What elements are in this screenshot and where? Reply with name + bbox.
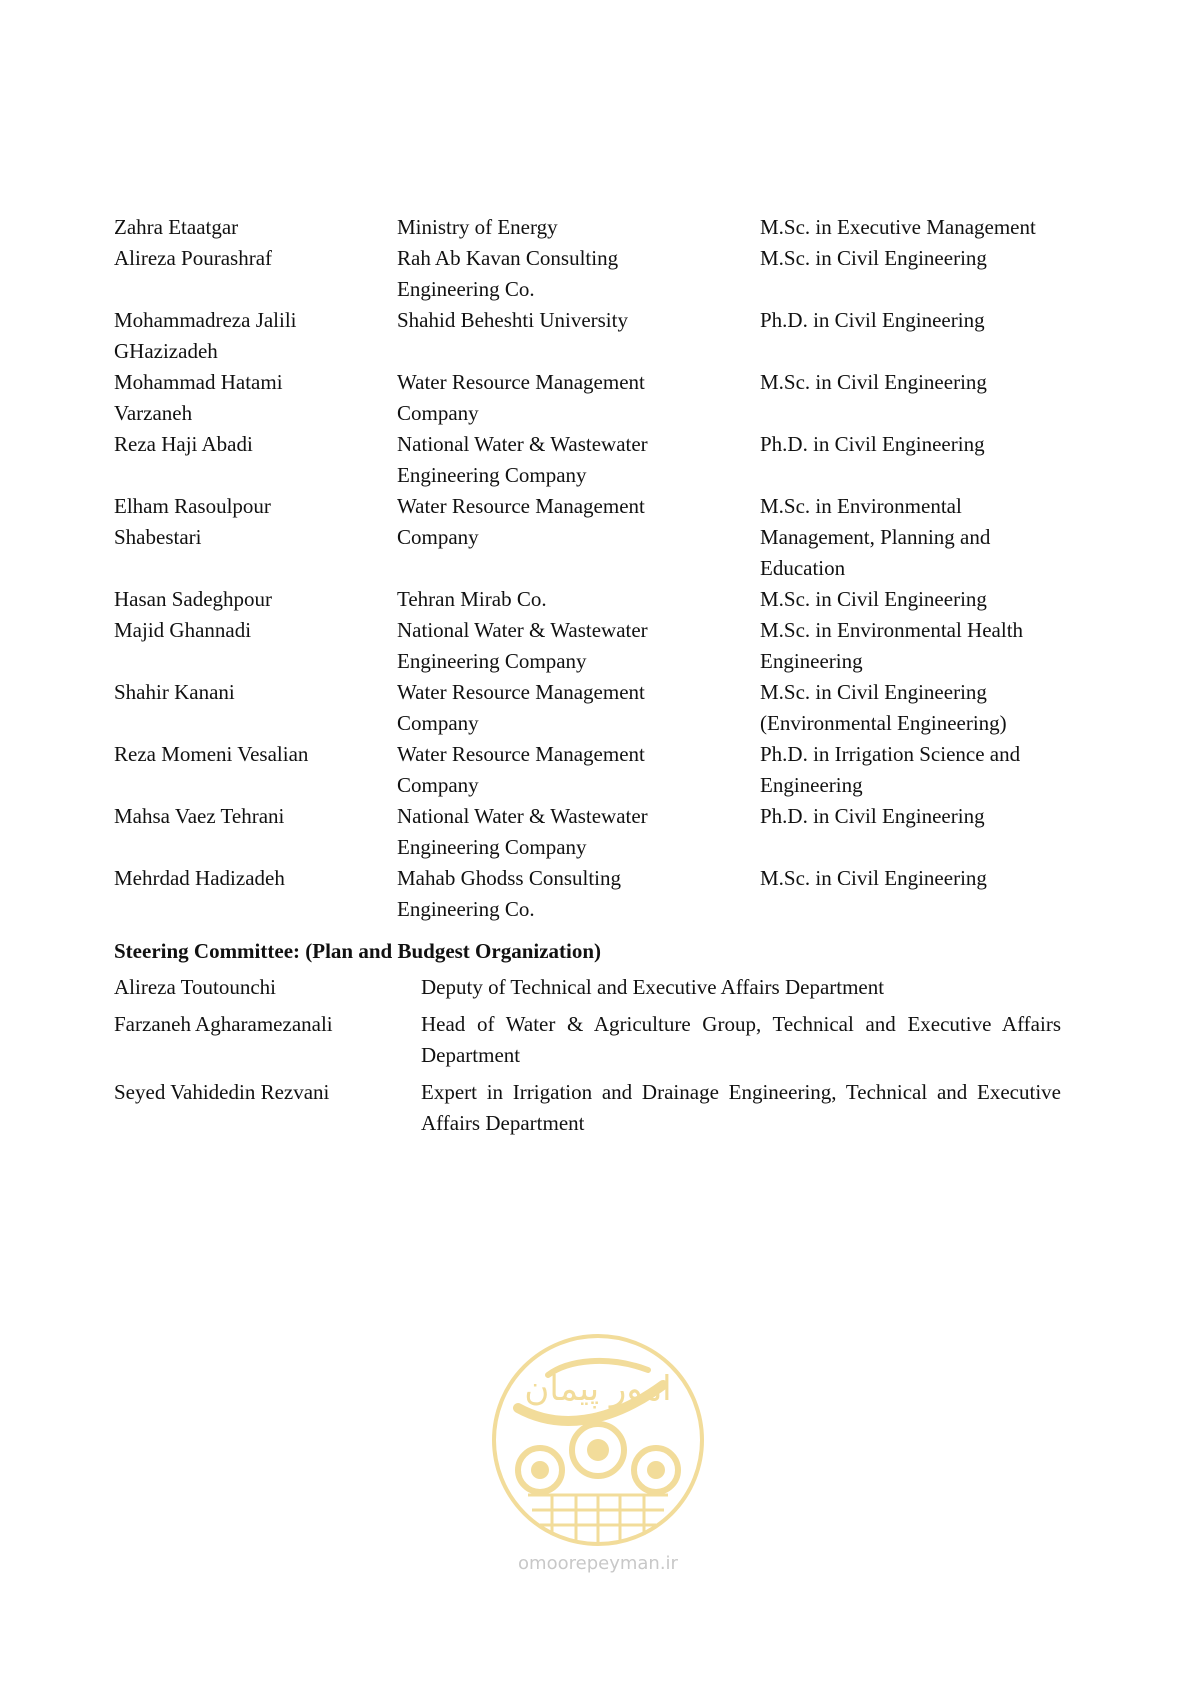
member-name-line: Reza Haji Abadi <box>114 432 253 456</box>
member-name-line: Shahir Kanani <box>114 680 235 704</box>
member-name-line: Mohammad Hatami <box>114 370 283 394</box>
steering-row <box>114 1077 1064 1139</box>
member-organization-line: Water Resource Management <box>397 494 645 518</box>
member-row <box>114 863 1074 925</box>
member-name-line: Mahsa Vaez Tehrani <box>114 804 285 828</box>
member-degree-line: Education <box>760 556 846 580</box>
member-row <box>114 677 1074 739</box>
member-organization-line: National Water & Wastewater <box>397 432 648 456</box>
member-degree-line: M.Sc. in Civil Engineering <box>760 246 987 270</box>
member-row <box>114 615 1074 677</box>
member-degree <box>760 739 1060 801</box>
member-organization <box>397 677 760 739</box>
member-name <box>114 243 397 305</box>
member-name-line: Reza Momeni Vesalian <box>114 742 309 766</box>
watermark-site-text: omoorepeyman.ir <box>518 1553 678 1574</box>
member-name-line: Majid Ghannadi <box>114 618 252 642</box>
member-row <box>114 212 1074 243</box>
member-organization-line: Engineering Company <box>397 649 587 673</box>
member-name-line: Shabestari <box>114 525 202 549</box>
member-degree <box>760 243 1060 305</box>
member-degree <box>760 212 1060 243</box>
member-degree <box>760 863 1060 925</box>
member-organization <box>397 801 760 863</box>
member-degree <box>760 584 1060 615</box>
member-name <box>114 677 397 739</box>
member-name <box>114 367 397 429</box>
member-name <box>114 739 397 801</box>
member-organization-line: Rah Ab Kavan Consulting <box>397 246 619 270</box>
member-organization-line: Mahab Ghodss Consulting <box>397 866 622 890</box>
member-organization-line: National Water & Wastewater <box>397 618 648 642</box>
steering-member-role: Head of Water & Agriculture Group, Technical and Executive Affairs Department <box>421 1012 1061 1067</box>
member-organization <box>397 429 760 491</box>
member-degree-line: M.Sc. in Civil Engineering <box>760 370 987 394</box>
member-organization <box>397 584 760 615</box>
member-degree <box>760 677 1060 739</box>
member-organization-line: National Water & Wastewater <box>397 804 648 828</box>
member-row <box>114 367 1074 429</box>
member-degree-line: M.Sc. in Civil Engineering <box>760 866 987 890</box>
members-table <box>114 212 1074 925</box>
member-degree-line: M.Sc. in Environmental <box>760 494 962 518</box>
member-organization-line: Water Resource Management <box>397 680 645 704</box>
member-organization-line: Engineering Co. <box>397 277 535 301</box>
member-organization <box>397 491 760 584</box>
member-name-line: GHazizadeh <box>114 339 218 363</box>
member-organization-line: Engineering Company <box>397 463 587 487</box>
member-name <box>114 491 397 584</box>
member-degree-line: Engineering <box>760 773 863 797</box>
member-organization-line: Tehran Mirab Co. <box>397 587 547 611</box>
member-organization <box>397 305 760 367</box>
member-name-line: Mehrdad Hadizadeh <box>114 866 285 890</box>
member-name <box>114 801 397 863</box>
member-row <box>114 739 1074 801</box>
member-name-line: Alireza Pourashraf <box>114 246 273 270</box>
member-degree <box>760 429 1060 491</box>
member-organization-line: Shahid Beheshti University <box>397 308 628 332</box>
member-degree-line: M.Sc. in Executive Management <box>760 215 1036 239</box>
member-organization-line: Water Resource Management <box>397 370 645 394</box>
member-degree <box>760 615 1060 677</box>
member-organization <box>397 243 760 305</box>
watermark-logo <box>488 1330 708 1580</box>
member-name-line: Hasan Sadeghpour <box>114 587 273 611</box>
steering-member-name: Alireza Toutounchi <box>114 975 277 999</box>
member-organization <box>397 863 760 925</box>
member-name <box>114 584 397 615</box>
member-row <box>114 305 1074 367</box>
member-organization-line: Company <box>397 711 479 735</box>
member-degree-line: (Environmental Engineering) <box>760 711 1007 735</box>
member-row <box>114 801 1074 863</box>
member-degree-line: M.Sc. in Environmental Health <box>760 618 1024 642</box>
member-name <box>114 863 397 925</box>
member-organization-line: Company <box>397 525 479 549</box>
steering-committee-table <box>114 972 1064 1145</box>
member-name-line: Mohammadreza Jalili <box>114 308 297 332</box>
member-name-line: Elham Rasoulpour <box>114 494 271 518</box>
member-degree-line: Engineering <box>760 649 863 673</box>
member-organization-line: Engineering Co. <box>397 897 535 921</box>
watermark-seal-icon <box>488 1330 708 1550</box>
member-degree-line: Ph.D. in Civil Engineering <box>760 432 985 456</box>
member-degree <box>760 491 1060 584</box>
member-degree-line: Ph.D. in Civil Engineering <box>760 804 985 828</box>
member-row <box>114 584 1074 615</box>
steering-member-name: Farzaneh Agharamezanali <box>114 1012 333 1036</box>
member-name <box>114 615 397 677</box>
member-degree-line: Ph.D. in Irrigation Science and <box>760 742 1021 766</box>
member-name <box>114 212 397 243</box>
member-name-line: Varzaneh <box>114 401 193 425</box>
member-degree <box>760 801 1060 863</box>
member-degree <box>760 367 1060 429</box>
steering-row <box>114 1009 1064 1071</box>
watermark-logo-text: امور پیمان <box>524 1369 672 1409</box>
member-degree-line: M.Sc. in Civil Engineering <box>760 587 987 611</box>
member-organization-line: Ministry of Energy <box>397 215 558 239</box>
member-row <box>114 491 1074 584</box>
member-organization-line: Company <box>397 401 479 425</box>
member-row <box>114 429 1074 491</box>
member-organization <box>397 739 760 801</box>
member-name <box>114 429 397 491</box>
member-organization-line: Engineering Company <box>397 835 587 859</box>
member-organization <box>397 367 760 429</box>
steering-committee-heading: Steering Committee: (Plan and Budgest Organization) <box>114 939 602 963</box>
member-organization-line: Company <box>397 773 479 797</box>
member-name-line: Zahra Etaatgar <box>114 215 239 239</box>
member-name <box>114 305 397 367</box>
steering-member-name: Seyed Vahidedin Rezvani <box>114 1080 330 1104</box>
steering-member-role: Deputy of Technical and Executive Affairs Department <box>421 975 885 999</box>
member-degree-line: Management, Planning and <box>760 525 991 549</box>
member-degree <box>760 305 1060 367</box>
member-row <box>114 243 1074 305</box>
member-degree-line: Ph.D. in Civil Engineering <box>760 308 985 332</box>
member-organization <box>397 212 760 243</box>
steering-row <box>114 972 1064 1003</box>
member-organization-line: Water Resource Management <box>397 742 645 766</box>
steering-member-role: Expert in Irrigation and Drainage Engineering, Technical and Executive Affairs Department <box>421 1080 1061 1135</box>
member-degree-line: M.Sc. in Civil Engineering <box>760 680 987 704</box>
member-organization <box>397 615 760 677</box>
